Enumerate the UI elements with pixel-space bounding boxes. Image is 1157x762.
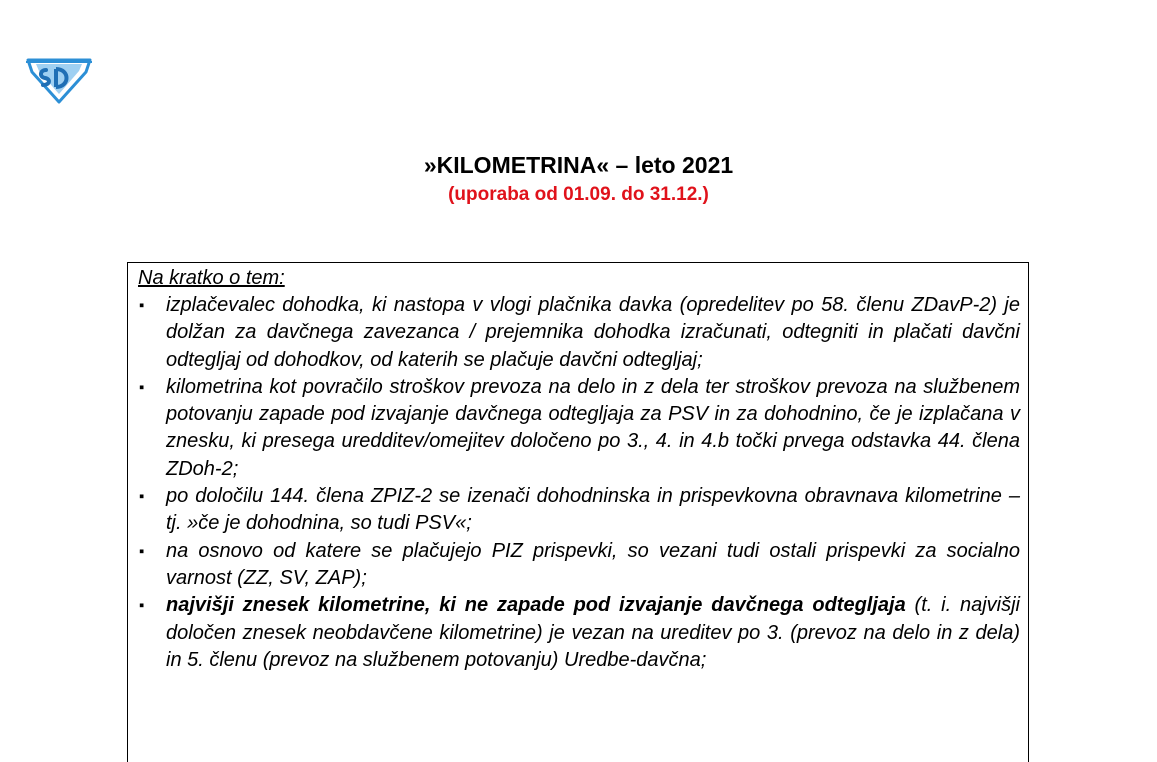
page-title: »KILOMETRINA« – leto 2021 — [423, 152, 734, 178]
item-text: na osnovo od katere se plačujejo PIZ prispevki, so vezani tudi ostali prispevki za socialno varnost (ZZ, SV, ZAP); — [166, 539, 1020, 589]
item-text: kilometrina kot povračilo stroškov prevoza na delo in z dela ter stroškov prevoza na službenem potovanju zapade pod izvajanje davčnega odtegljaja za PSV in za dohodnino, če je izplačana v znesku, ki presega uredditev/omejitev določeno po 3., 4. in 4.b točki prvega odstavka 44. člena ZDoh-2; — [166, 375, 1020, 480]
item-text: izplačevalec dohodka, ki nastopa v vlogi plačnika davka (opredelitev po 58. členu ZDavP-2) je dolžan za davčnega zavezanca / prejemnika dohodka izračunati, odtegniti in plačati davčni odtegljaj od dohodkov, od katerih se plačuje davčni odtegljaj; — [166, 294, 1020, 371]
summary-box — [127, 262, 1029, 762]
bullet-icon: ▪ — [139, 378, 145, 396]
summary-list — [138, 292, 1020, 674]
bullet-icon: ▪ — [139, 597, 145, 615]
list-item — [138, 592, 1020, 674]
item-text: (t. i. najvišji določen znesek neobdavčene kilometrine) je vezan na ureditev po 3. (prevoz na delo in z dela) in 5. členu (prevoz na službenem potovanju) Uredbe-davčna; — [166, 594, 1020, 671]
list-item — [138, 538, 1020, 593]
page-subtitle: (uporaba od 01.09. do 31.12.) — [448, 184, 709, 205]
item-text: po določilu 144. člena ZPIZ-2 se izenači dohodninska in prispevkovna obravnava kilometrine – tj. »če je dohodnina, so tudi PSV«; — [166, 485, 1020, 535]
bullet-icon: ▪ — [139, 297, 145, 314]
list-item — [138, 292, 1020, 374]
bullet-icon: ▪ — [139, 542, 145, 560]
list-item — [138, 374, 1020, 483]
item-bold-text: najvišji znesek kilometrine, ki ne zapade pod izvajanje davčnega odtegljaja — [166, 594, 906, 617]
summary-heading: Na kratko o tem: — [138, 267, 285, 289]
bullet-icon: ▪ — [139, 488, 145, 506]
list-item — [138, 483, 1020, 538]
sd-logo-icon — [22, 50, 96, 104]
